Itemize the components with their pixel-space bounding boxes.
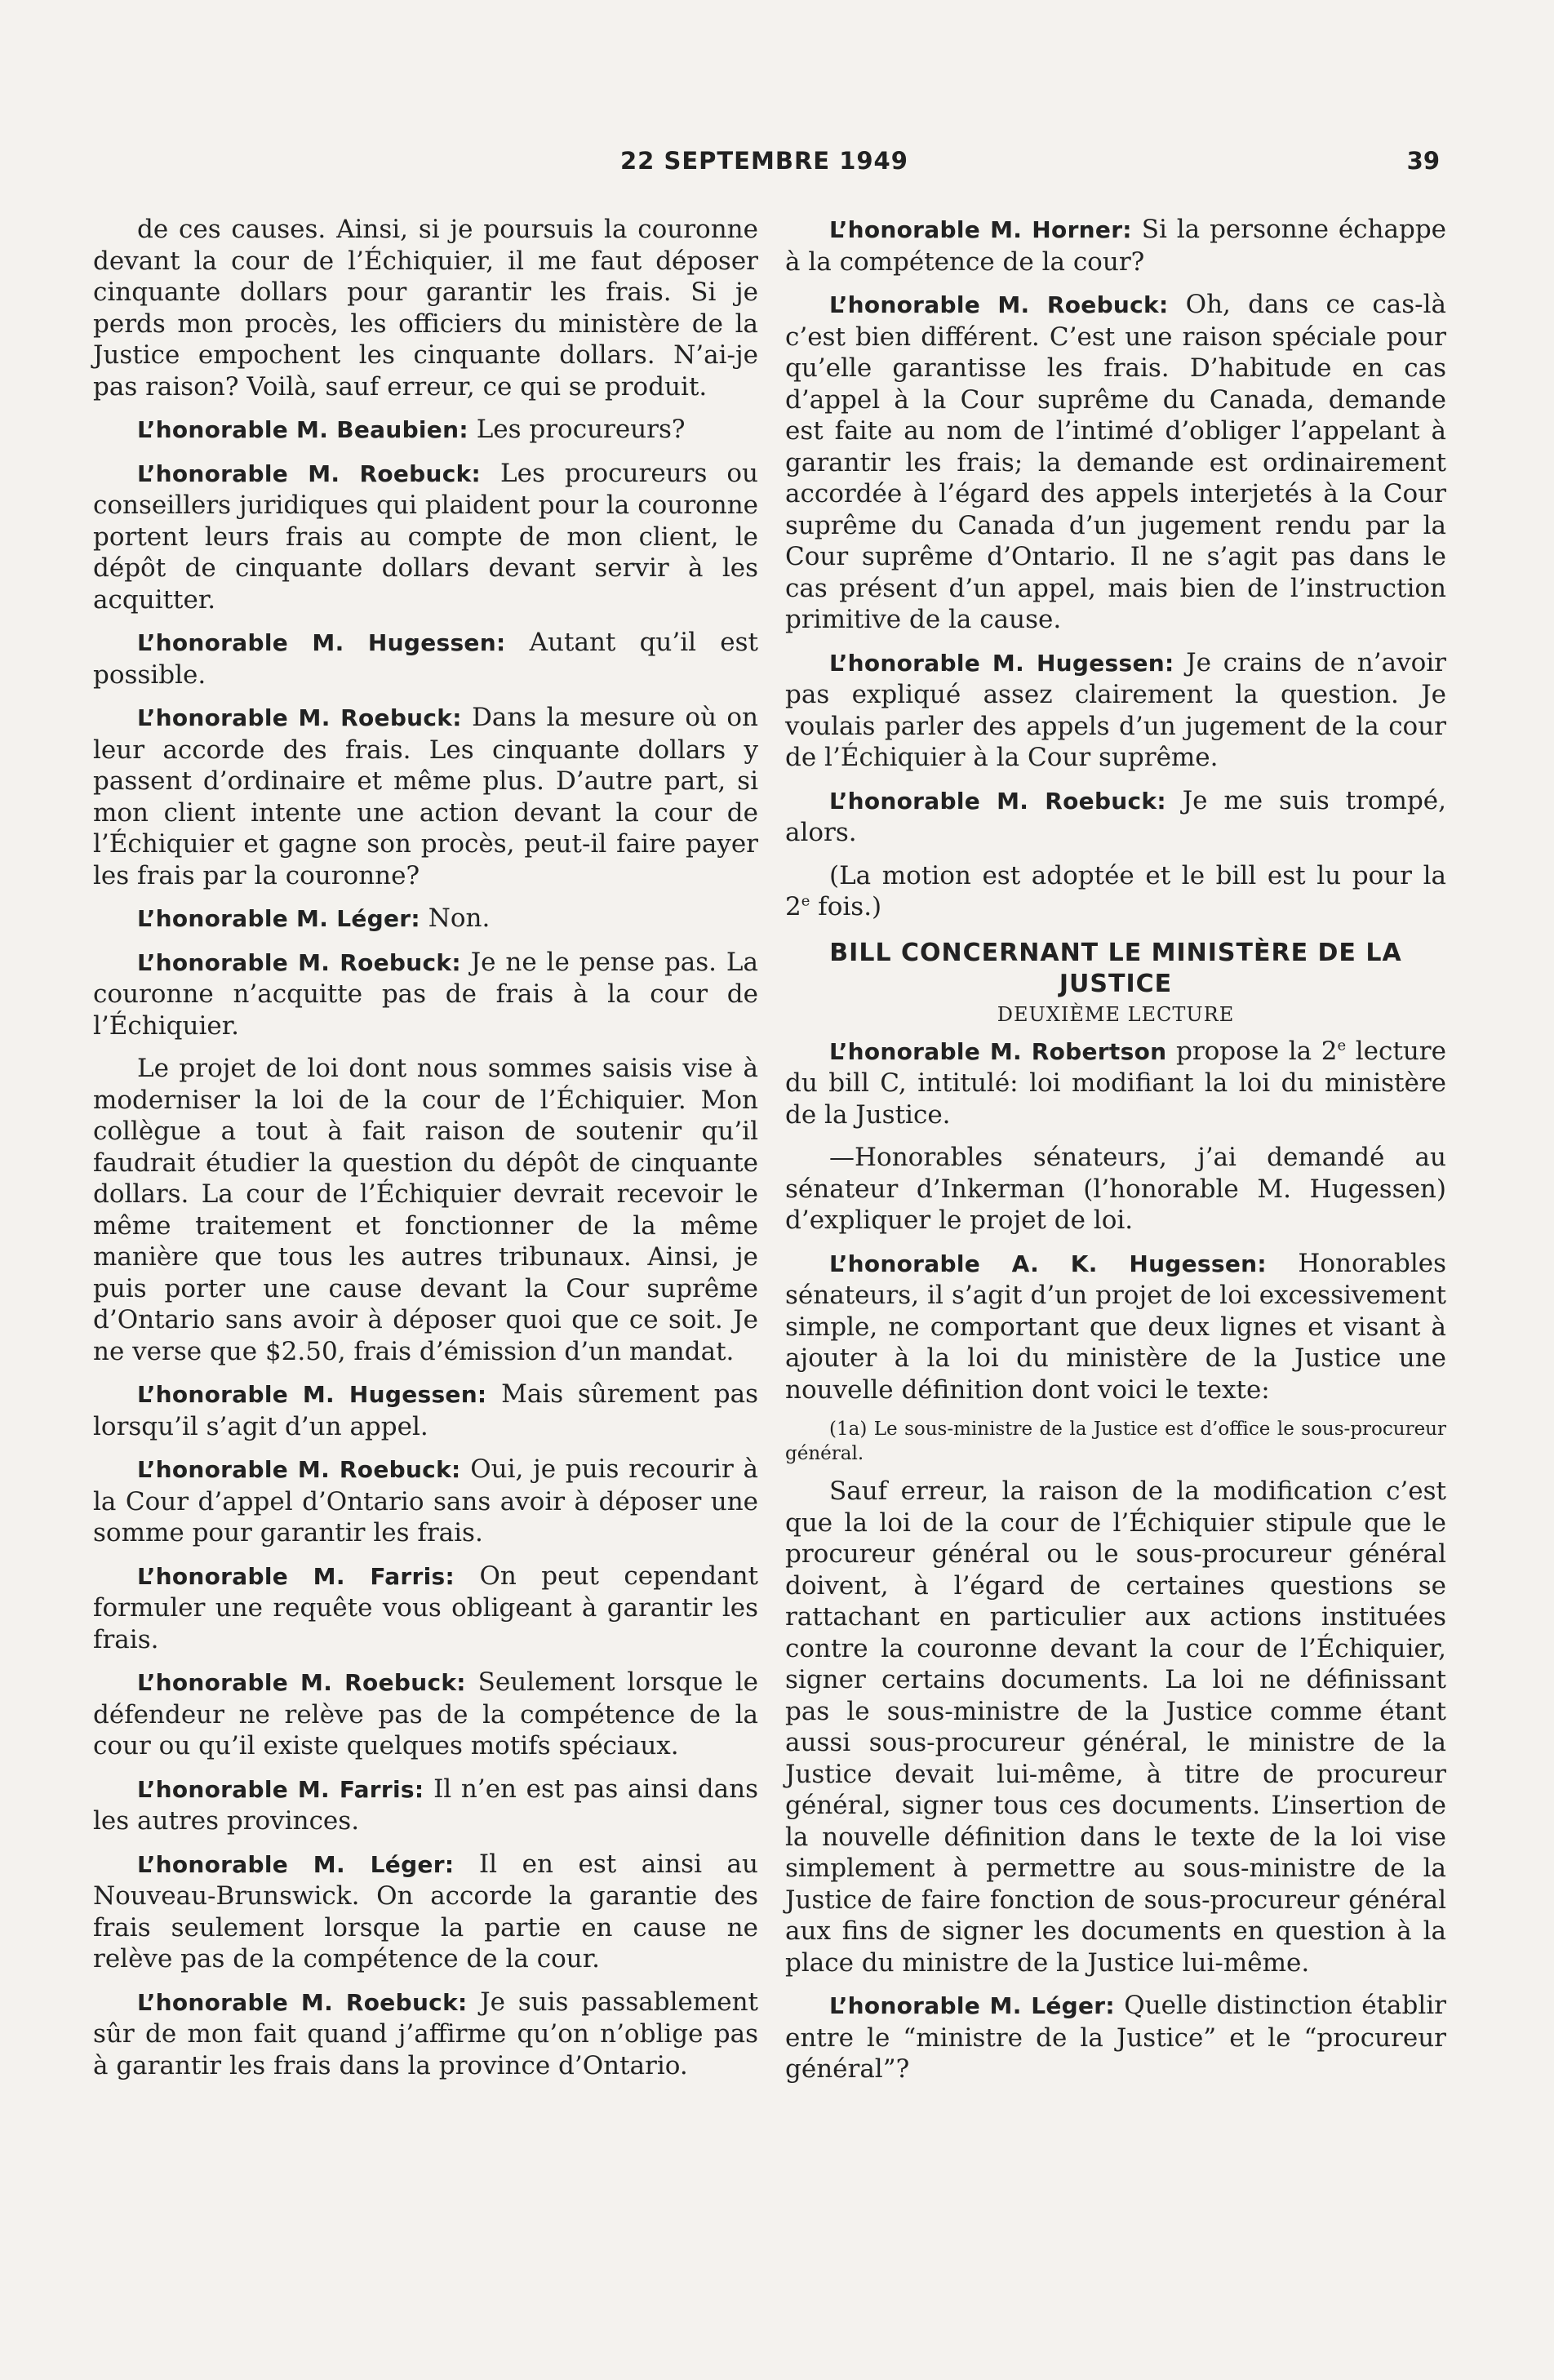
speech-paragraph: [785, 289, 1446, 636]
right-column-debate: [785, 214, 1446, 849]
speech-paragraph: [93, 1454, 758, 1549]
speech-paragraph: [93, 1774, 758, 1837]
speech-text: Je crains de n’avoir pas expliqué assez clairement la question. Je voulais parler des appels d’un jugement de la cour de l’Échiquier à la Cour suprême.: [785, 647, 1446, 772]
speaker-name: L’honorable M. Robertson: [829, 1037, 1167, 1065]
speaker-name: L’honorable M. Hugessen:: [829, 649, 1174, 677]
speech-text: Je suis passablement sûr de mon fait quand j’affirme qu’on n’oblige pas à garantir les frais dans la province d’Ontario.: [93, 1987, 758, 2080]
speaker-name: L’honorable M. Hugessen:: [137, 629, 506, 656]
speech-paragraph: [93, 1849, 758, 1975]
right-column: [785, 214, 1446, 2097]
speech-paragraph: [93, 903, 758, 935]
text-paragraph: [93, 214, 758, 402]
speech-paragraph: [93, 1667, 758, 1762]
speech-paragraph: [93, 1561, 758, 1656]
speech-text: Les procureurs ou conseillers juridiques qui plaident pour la couronne portent leurs frais au compte de mon client, le dépôt de cinquante dollars devant servir à les acquitter.: [93, 458, 758, 615]
speaker-name: L’honorable M. Léger:: [829, 1992, 1115, 2019]
speaker-name: L’honorable M. Horner:: [829, 216, 1132, 243]
speech-paragraph: [93, 458, 758, 616]
left-column: [93, 214, 758, 2093]
speech-text: de ces causes. Ainsi, si je poursuis la couronne devant la cour de l’Échiquier, il me faut déposer cinquante dollars pour garantir les frais. Si je perds mon procès, les officiers du ministère de la Justice empochent les cinquante dollars. N’ai-je pas raison? Voilà, sauf erreur, ce qui se produit.: [93, 215, 758, 402]
speech-text: Je me suis trompé, alors.: [785, 785, 1446, 847]
speech-text: Autant qu’il est possible.: [93, 628, 758, 690]
speech-paragraph: [785, 214, 1446, 278]
robertson-continued: —Honorables sénateurs, j’ai demandé au sénateur d’Inkerman (l’honorable M. Hugessen) d’expliquer le projet de loi.: [785, 1143, 1446, 1235]
speech-text: Les procureurs?: [476, 415, 686, 444]
speech-text: On peut cependant formuler une requête vous obligeant à garantir les frais.: [93, 1561, 758, 1654]
speech-text: Il en est ainsi au Nouveau-Brunswick. On accorde la garantie des frais seulement lorsque la partie en cause ne relève pas de la compétence de la cour.: [93, 1849, 759, 1974]
speech-paragraph: [93, 947, 758, 1042]
speech-paragraph: [785, 647, 1446, 774]
speech-text: Non.: [428, 904, 491, 933]
speech-text: Oui, je puis recourir à la Cour d’appel d’Ontario sans avoir à déposer une somme pour garantir les frais.: [93, 1454, 758, 1547]
speech-paragraph: [785, 785, 1446, 849]
speech-text: Je ne le pense pas. La couronne n’acquitte pas de frais à la cour de l’Échiquier.: [93, 947, 758, 1041]
speech-paragraph: [93, 702, 758, 891]
speaker-name: L’honorable M. Roebuck:: [137, 704, 462, 731]
motion-note: (La motion est adoptée et le bill est lu pour la 2e fois.): [785, 860, 1446, 921]
speaker-name: L’honorable M. Roebuck:: [137, 1669, 466, 1696]
speech-paragraph: [93, 1987, 758, 2082]
text-paragraph: [785, 1476, 1446, 1978]
speech-paragraph: [785, 1990, 1446, 2085]
speaker-name: L’honorable M. Roebuck:: [137, 1988, 468, 2016]
right-column-after: [785, 1476, 1446, 2085]
speaker-name: L’honorable M. Roebuck:: [137, 1456, 461, 1483]
speech-text: Seulement lorsque le défendeur ne relève pas de la compétence de la cour ou qu’il existe quelques motifs spéciaux.: [93, 1667, 758, 1761]
speech-text: Si la personne échappe à la compétence de la cour?: [785, 215, 1447, 277]
speech-text: Dans la mesure où on leur accorde des frais. Les cinquante dollars y passent d’ordinaire et même plus. D’autre part, si mon client intente une action devant la cour de l’Échiquier et gagne son procès, peut-il faire payer les frais par la couronne?: [93, 703, 758, 890]
page-header: [0, 147, 1554, 180]
speaker-name: L’honorable M. Hugessen:: [137, 1381, 487, 1408]
text-paragraph: [93, 1053, 758, 1367]
speech-paragraph: [93, 1379, 758, 1442]
speaker-name: L’honorable A. K. Hugessen:: [829, 1250, 1267, 1277]
speaker-name: L’honorable M. Roebuck:: [829, 787, 1166, 815]
speaker-name: L’honorable M. Farris:: [137, 1775, 424, 1803]
speech-text: Mais sûrement pas lorsqu’il s’agit d’un appel.: [93, 1379, 759, 1441]
speech-paragraph: [93, 627, 758, 690]
speaker-name: L’honorable M. Léger:: [137, 905, 420, 932]
quoted-definition: (1a) Le sous-ministre de la Justice est d’office le sous-procureur général.: [785, 1419, 1446, 1464]
speech-text: Quelle distinction établir entre le “ministre de la Justice” et le “procureur général”?: [785, 1991, 1446, 2084]
speech-paragraph: [93, 414, 758, 446]
speaker-name: L’honorable M. Beaubien:: [137, 416, 468, 443]
speaker-name: L’honorable M. Farris:: [137, 1562, 455, 1590]
speech-text: Sauf erreur, la raison de la modification c’est que la loi de la cour de l’Échiquier stipule que le procureur général ou le sous-procureur général doivent, à l’égard de certaines questions se rattachant en particulier aux actions instituées contre la couronne devant la cour de l’Échiquier, signer certains documents. La loi ne définissant pas le sous-ministre de la Justice comme étant aussi sous-procureur général, le ministre de la Justice devait lui-même, à titre de procureur général, signer tous ces documents. L’insertion de la nouvelle définition dans le texte de la loi vise simplement à permettre au sous-ministre de la Justice de faire fonction de sous-procureur général aux fins de signer les documents en question à la place du ministre de la Justice lui-même.: [785, 1476, 1446, 1978]
speaker-name: L’honorable M. Roebuck:: [829, 291, 1169, 318]
speech-text: Oh, dans ce cas-là c’est bien différent. C’est une raison spéciale pour qu’elle garantisse les frais. D’habitude en cas d’appel à la Cour suprême du Canada, demande est faite au nom de l’intimé d’obliger l’appelant à garantir les frais; la demande est ordinairement accordée à l’égard des appels interjetés à la Cour suprême du Canada d’un jugement rendu par la Cour suprême d’Ontario. Il ne s’agit pas dans le cas présent d’un appel, mais bien de l’instruction primitive de la cause.: [785, 290, 1447, 634]
speech-text: Il n’en est pas ainsi dans les autres provinces.: [93, 1774, 758, 1836]
robertson-paragraph: L’honorable M. Robertson propose la 2e lecture du bill C, intitulé: loi modifiant la loi du ministère de la Justice.: [785, 1036, 1446, 1130]
speaker-name: L’honorable M. Roebuck:: [137, 460, 482, 487]
page-number: 39: [1406, 147, 1440, 175]
speaker-name: L’honorable M. Roebuck:: [137, 948, 461, 976]
speaker-name: L’honorable M. Léger:: [137, 1850, 455, 1878]
header-date: 22 SEPTEMBRE 1949: [620, 147, 908, 175]
bill-title: BILL CONCERNANT LE MINISTÈRE DE LA JUSTICE: [829, 938, 1402, 998]
hugessen-paragraph: L’honorable A. K. Hugessen: Honorables sénateurs, il s’agit d’un projet de loi excessivement simple, ne comportant que deux lignes et visant à ajouter à la loi du ministère de la Justice une nouvelle définition dont voici le texte:: [785, 1248, 1446, 1405]
speech-text: Le projet de loi dont nous sommes saisis vise à moderniser la loi de la cour de l’Échiquier. Mon collègue a tout à fait raison de soutenir qu’il faudrait étudier la question du dépôt de cinquante dollars. La cour de l’Échiquier devrait recevoir le même traitement et fonctionner de la même manière que tous les autres tribunaux. Ainsi, je puis porter une cause devant la Cour suprême d’Ontario sans avoir à déposer quoi que ce soit. Je ne verse que $2.50, frais d’émission d’un mandat.: [93, 1054, 758, 1366]
bill-subtitle: DEUXIÈME LECTURE: [997, 1002, 1235, 1026]
